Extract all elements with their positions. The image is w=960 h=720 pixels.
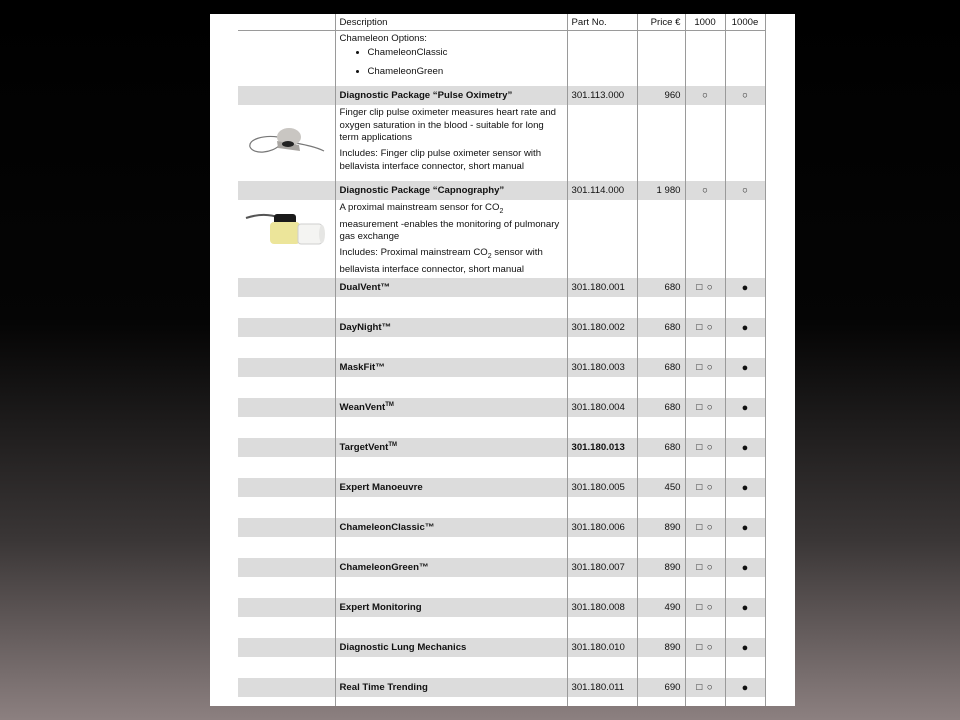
- product-includes: Includes: Finger clip pulse oximeter sensor with bellavista interface connector, short manual: [339, 148, 542, 172]
- table-row: [238, 438, 765, 457]
- part-number: 301.180.010: [567, 638, 637, 657]
- part-number: 301.180.007: [567, 558, 637, 577]
- part-number: 301.180.008: [567, 598, 637, 617]
- availability-1000: □ ○: [685, 318, 725, 337]
- spacer-row: [238, 697, 765, 706]
- price-list-page: [210, 14, 795, 706]
- product-name: Diagnostic Package “Pulse Oximetry”: [335, 86, 567, 105]
- availability-1000e: ●: [725, 438, 765, 457]
- spacer-row: [238, 417, 765, 438]
- product-name: TargetVent™: [335, 438, 567, 457]
- price: 960: [637, 86, 685, 105]
- availability-1000e: ○: [725, 86, 765, 105]
- table-row: [238, 358, 765, 377]
- trademark-mark: TM: [385, 401, 394, 408]
- spacer-row: [238, 617, 765, 638]
- capnography-image: [238, 200, 335, 278]
- product-name: ChameleonGreen™: [335, 558, 567, 577]
- availability-1000e: ●: [725, 358, 765, 377]
- price: 680: [637, 438, 685, 457]
- product-name: ChameleonClassic™: [335, 518, 567, 537]
- availability-1000e: ●: [725, 318, 765, 337]
- availability-1000e: ●: [725, 478, 765, 497]
- table-row: [238, 638, 765, 657]
- options-price-table: [238, 14, 766, 706]
- spacer-row: [238, 457, 765, 478]
- part-number: 301.114.000: [567, 181, 637, 200]
- part-number: 301.180.013: [567, 438, 637, 457]
- table-row: [238, 518, 765, 537]
- table-header-row: [238, 14, 765, 31]
- availability-1000: ○: [685, 181, 725, 200]
- part-number: 301.180.006: [567, 518, 637, 537]
- product-name: Real Time Trending: [335, 678, 567, 697]
- pulse-oximetry-description: [335, 105, 567, 181]
- header-image-cell: [238, 14, 335, 31]
- header-description: Description: [335, 14, 567, 31]
- part-number: 301.180.005: [567, 478, 637, 497]
- chameleon-options-list: [340, 47, 563, 78]
- price: 680: [637, 358, 685, 377]
- header-1000: 1000: [685, 14, 725, 31]
- product-detail-row: [238, 200, 765, 278]
- availability-1000e: ●: [725, 638, 765, 657]
- product-description: Finger clip pulse oximeter measures heart rate and oxygen saturation in the blood - suitable for long term applications: [339, 107, 556, 144]
- spacer-row: [238, 657, 765, 678]
- availability-1000e: ●: [725, 278, 765, 297]
- chameleon-options-cell: [335, 31, 567, 87]
- spacer-row: [238, 337, 765, 358]
- software-options-body: [238, 278, 765, 706]
- availability-1000: □ ○: [685, 638, 725, 657]
- table-row: [238, 278, 765, 297]
- finger-clip-sensor-image: [244, 111, 328, 167]
- header-price: Price €: [637, 14, 685, 31]
- product-includes: Includes: Proximal mainstream $CO_2$ sensor with bellavista interface connector, short manual: [339, 247, 543, 275]
- price: 890: [637, 518, 685, 537]
- availability-1000: □ ○: [685, 678, 725, 697]
- price: 680: [637, 278, 685, 297]
- spacer-row: [238, 297, 765, 318]
- product-name: MaskFit™: [335, 358, 567, 377]
- product-name: WeanVent™: [335, 398, 567, 417]
- table-row: [238, 398, 765, 417]
- product-name: Diagnostic Lung Mechanics: [335, 638, 567, 657]
- availability-1000: □ ○: [685, 398, 725, 417]
- availability-1000e: ●: [725, 398, 765, 417]
- pulse-oximeter-image: [238, 105, 335, 181]
- table-row: [238, 86, 765, 105]
- chameleon-options-title: Chameleon Options:: [339, 33, 427, 44]
- spacer-row: [238, 577, 765, 598]
- price: 890: [637, 638, 685, 657]
- availability-1000: □ ○: [685, 478, 725, 497]
- table-row: [238, 478, 765, 497]
- price: 490: [637, 598, 685, 617]
- price: 690: [637, 678, 685, 697]
- product-description: A proximal mainstream sensor for $CO_2$ measurement -enables the monitoring of pulmonary gas exchange: [339, 202, 560, 242]
- list-item: • ChameleonClassic: [368, 47, 563, 59]
- table-row: [238, 181, 765, 200]
- part-number: 301.180.003: [567, 358, 637, 377]
- availability-1000e: ●: [725, 598, 765, 617]
- table-row: [238, 598, 765, 617]
- price: 450: [637, 478, 685, 497]
- list-item: • ChameleonGreen: [368, 66, 563, 78]
- table-row: [238, 678, 765, 697]
- spacer-row: [238, 537, 765, 558]
- part-number: 301.180.001: [567, 278, 637, 297]
- header-1000e: 1000e: [725, 14, 765, 31]
- availability-1000e: ○: [725, 181, 765, 200]
- chameleon-options-row: [238, 31, 765, 87]
- availability-1000: □ ○: [685, 438, 725, 457]
- product-name: Expert Manoeuvre: [335, 478, 567, 497]
- price: 1 980: [637, 181, 685, 200]
- spacer-row: [238, 377, 765, 398]
- product-name: Diagnostic Package “Capnography”: [335, 181, 567, 200]
- price: 890: [637, 558, 685, 577]
- availability-1000: □ ○: [685, 558, 725, 577]
- trademark-mark: TM: [388, 441, 398, 448]
- part-number: 301.113.000: [567, 86, 637, 105]
- part-number: 301.180.002: [567, 318, 637, 337]
- part-number: 301.180.011: [567, 678, 637, 697]
- capnography-description: [335, 200, 567, 278]
- table-row: [238, 558, 765, 577]
- co2-sensor-image: [244, 206, 328, 256]
- availability-1000: ○: [685, 86, 725, 105]
- availability-1000: □ ○: [685, 358, 725, 377]
- availability-1000: □ ○: [685, 598, 725, 617]
- product-name: DualVent™: [335, 278, 567, 297]
- product-detail-row: [238, 105, 765, 181]
- availability-1000e: ●: [725, 518, 765, 537]
- part-number: 301.180.004: [567, 398, 637, 417]
- product-name: DayNight™: [335, 318, 567, 337]
- availability-1000e: ●: [725, 678, 765, 697]
- product-name: Expert Monitoring: [335, 598, 567, 617]
- header-part-no: Part No.: [567, 14, 637, 31]
- price: 680: [637, 398, 685, 417]
- price: 680: [637, 318, 685, 337]
- availability-1000e: ●: [725, 558, 765, 577]
- availability-1000: □ ○: [685, 278, 725, 297]
- availability-1000: □ ○: [685, 518, 725, 537]
- table-row: [238, 318, 765, 337]
- spacer-row: [238, 497, 765, 518]
